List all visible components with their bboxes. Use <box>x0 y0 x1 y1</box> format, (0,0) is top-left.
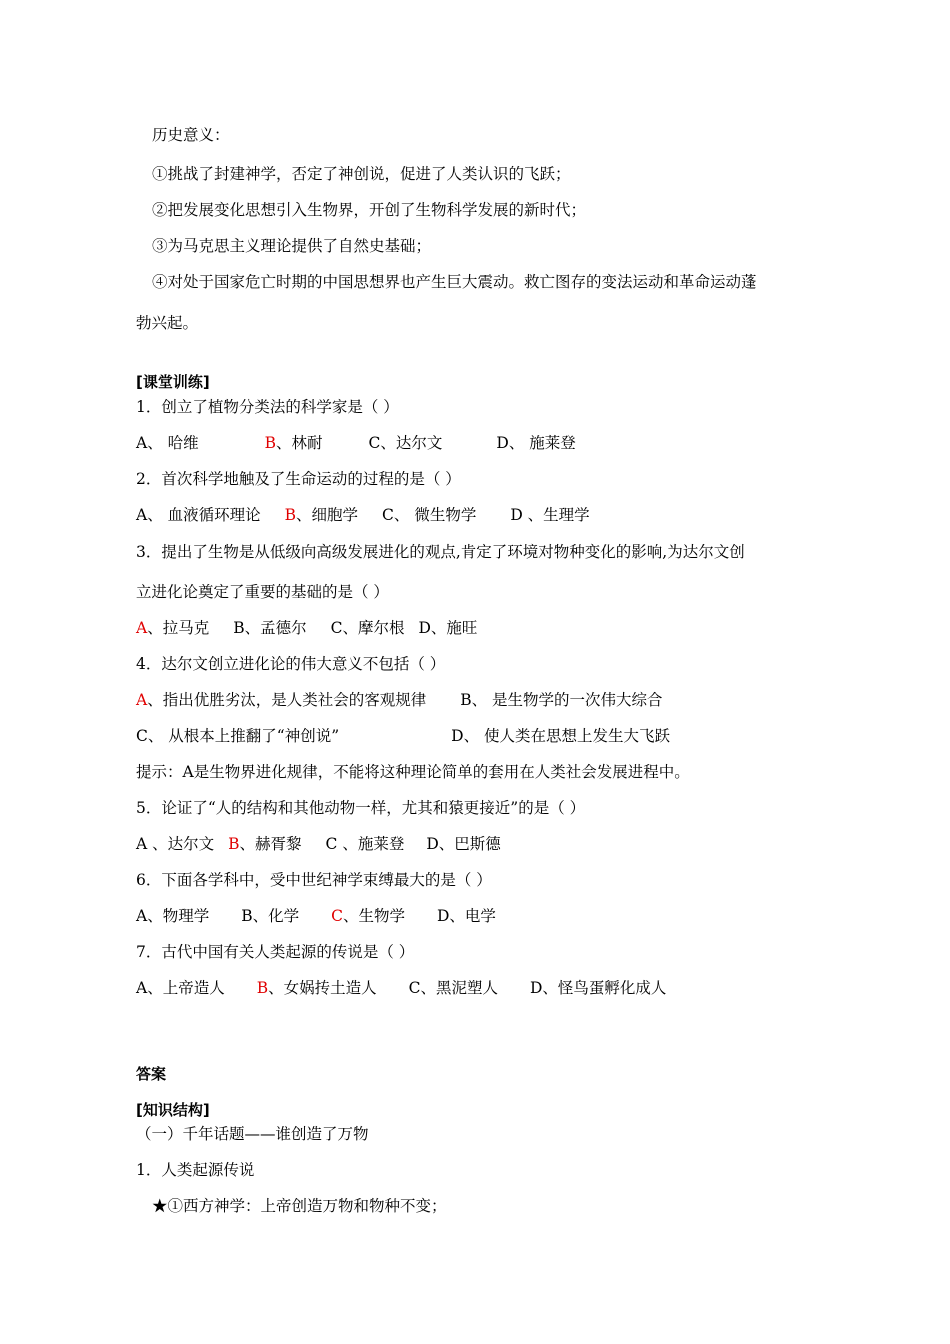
q5-option-b: 、赫胥黎 <box>239 835 302 853</box>
significance-heading: 历史意义： <box>152 126 230 144</box>
q7-option-c: C、黑泥塑人 <box>408 979 498 997</box>
q4-option-b: B、 是生物学的一次伟大综合 <box>460 691 663 709</box>
q4-hint: 提示：A是生物界进化规律，不能将这种理论简单的套用在人类社会发展进程中。 <box>136 763 690 781</box>
q3-option-d: D、施旺 <box>418 619 478 637</box>
q5-option-d: D、巴斯德 <box>426 835 501 853</box>
q7-option-d: D、怪鸟蛋孵化成人 <box>529 979 667 997</box>
q1-option-c: C、达尔文 <box>368 434 443 452</box>
q6-options <box>136 906 496 926</box>
q1-text: 1．创立了植物分类法的科学家是（ ） <box>136 398 399 416</box>
answers-heading: 答案 <box>136 1065 167 1083</box>
q6-option-b: B、化学 <box>241 907 300 925</box>
answers-part-1: （一）千年话题——谁创造了万物 <box>136 1125 369 1143</box>
training-heading: [课堂训练] <box>136 373 210 391</box>
q1-answer-key: B <box>264 434 277 452</box>
q2-option-a: A、 血液循环理论 <box>136 506 261 524</box>
q4-text: 4．达尔文创立进化论的伟大意义不包括（ ） <box>136 655 446 673</box>
q2-option-c: C、 微生物学 <box>382 506 477 524</box>
q6-answer-key: C <box>331 907 343 925</box>
q2-text: 2．首次科学地触及了生命运动的过程的是（ ） <box>136 470 461 488</box>
q7-options <box>136 978 666 998</box>
knowledge-structure-heading: [知识结构] <box>136 1101 210 1119</box>
significance-item-4: ④对处于国家危亡时期的中国思想界也产生巨大震动。救亡图存的变法运动和革命运动蓬 <box>152 273 757 291</box>
q3-options <box>136 618 477 638</box>
q5-answer-key: B <box>228 835 240 853</box>
q6-option-d: D、电学 <box>436 907 496 925</box>
significance-item-4-cont: 勃兴起。 <box>136 314 199 332</box>
q2-answer-key: B <box>284 506 297 524</box>
q3-option-a: 、拉马克 <box>147 619 210 637</box>
significance-item-3: ③为马克思主义理论提供了自然史基础； <box>152 237 432 255</box>
q5-options <box>136 834 501 854</box>
q3-text-1: 3．提出了生物是从低级向高级发展进化的观点,肯定了环境对物种变化的影响,为达尔文创 <box>136 543 745 561</box>
q3-answer-key: A <box>136 619 148 637</box>
q6-text: 6．下面各学科中，受中世纪神学束缚最大的是（ ） <box>136 871 492 889</box>
q3-option-b: B、孟德尔 <box>233 619 307 637</box>
q1-option-a: A、 哈维 <box>136 434 199 452</box>
q7-option-b: 、女娲抟土造人 <box>268 979 377 997</box>
q7-option-a: A、上帝造人 <box>136 979 225 997</box>
answers-item-1: 1．人类起源传说 <box>136 1161 255 1179</box>
q1-option-d: D、 施莱登 <box>496 434 576 452</box>
q4-option-c: C、 从根本上推翻了“神创说” <box>136 727 340 745</box>
q2-options <box>136 505 590 525</box>
q7-text: 7．古代中国有关人类起源的传说是（ ） <box>136 943 415 961</box>
q7-answer-key: B <box>256 979 269 997</box>
significance-item-2: ②把发展变化思想引入生物界，开创了生物科学发展的新时代； <box>152 201 587 219</box>
q4-option-a: 、指出优胜劣汰，是人类社会的客观规律 <box>147 691 427 709</box>
significance-item-1: ①挑战了封建神学，否定了神创说，促进了人类认识的飞跃； <box>152 165 571 183</box>
answers-item-1-1: ★①西方神学：上帝创造万物和物种不变； <box>152 1197 447 1215</box>
q1-options <box>136 433 576 453</box>
q6-option-c: 、生物学 <box>342 907 405 925</box>
q4-options-ab <box>136 690 663 710</box>
q4-options-cd <box>136 726 670 746</box>
q2-option-b: 、细胞学 <box>296 506 359 524</box>
q3-text-2: 立进化论奠定了重要的基础的是（ ） <box>136 583 389 601</box>
q6-option-a: A、物理学 <box>136 907 210 925</box>
q3-option-c: C、摩尔根 <box>330 619 405 637</box>
q1-option-b: 、林耐 <box>276 434 323 452</box>
q4-option-d: D、 使人类在思想上发生大飞跃 <box>451 727 670 745</box>
q4-answer-key: A <box>136 691 148 709</box>
q5-option-c: C 、施莱登 <box>325 835 405 853</box>
q5-text: 5．论证了“人的结构和其他动物一样，尤其和猿更接近”的是（ ） <box>136 799 586 817</box>
q5-option-a: A 、达尔文 <box>136 835 215 853</box>
q2-option-d: D 、生理学 <box>510 506 590 524</box>
